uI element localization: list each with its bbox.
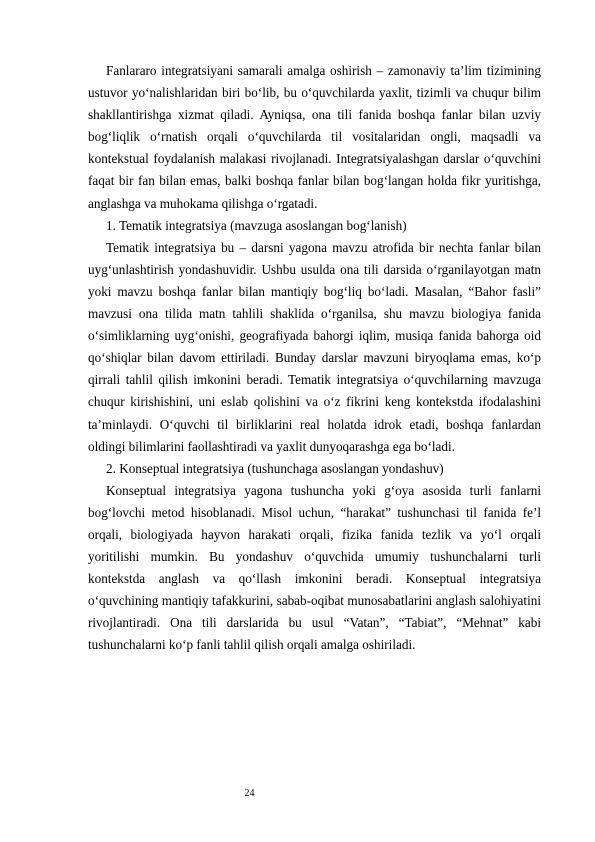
paragraph-conceptual: Konseptual integratsiya yagona tushuncha yoki g‘oya asosida turli fanlarni bog‘lovchi metod hisoblanadi. Misol uchun, “harakat” tushunchasi til fanida fe’l orqali, biologiyada hayvon harakati orqali, fizika fanida tezlik va yo‘l orqali yoritilishi mumkin. Bu yondashuv o‘quvchida umumiy tushunchalarni turli kontekstda anglash va qo‘llash imkonini beradi. Konseptual integratsiya o‘quvchining mantiqiy tafakkurini, sabab-oqibat munosabatlarini anglash salohiyatini rivojlantiradi. Ona tili darslarida bu usul “Vatan”, “Tabiat”, “Mehnat” kabi tushunchalarni ko‘p fanli tahlil qilish orqali amalga oshiriladi. [88,482,541,653]
section-heading-thematic: 1. Tematik integratsiya (mavzuga asoslangan bog‘lanish) [106,217,407,233]
section-heading-conceptual: 2. Konseptual integratsiya (tushunchaga asoslangan yondashuv) [106,460,444,476]
paragraph-thematic: Tematik integratsiya bu – darsni yagona mavzu atrofida bir nechta fanlar bilan uyg‘unlashtirish yondashuvidir. Ushbu usulda ona tili darsida o‘rganilayotgan matn yoki mavzu boshqa fanlar bilan mantiqiy bog‘liq bo‘ladi. Masalan, “Bahor fasli” mavzusi ona tilida matn tahlili shaklida o‘rganilsa, shu mavzu biologiya fanida o‘simliklarning uyg‘onishi, geografiyada bahorgi iqlim, musiqa fanida bahorga oid qo‘shiqlar bilan davom ettiriladi. Bunday darslar mavzuni biryoqlama emas, ko‘p qirrali tahlil qilish imkonini beradi. Tematik integratsiya o‘quvchilarning mavzuga chuqur kirishishini, uni eslab qolishini va o‘z fikrini keng kontekstda ifodalashini ta’minlaydi. O‘quvchi til birliklarini real holatda idrok etadi, boshqa fanlardan oldingi bilimlarini faollashtiradi va yaxlit dunyoqarashga ega bo‘ladi. [88,239,541,454]
body-text [88,60,541,657]
page-number: 24 [244,788,255,799]
paragraph-intro: Fanlararo integratsiyani samarali amalga oshirish – zamonaviy ta’lim tizimining ustuvor yo‘nalishlaridan biri bo‘lib, bu o‘quvchilarda yaxlit, tizimli va chuqur bilim shakllantirishga xizmat qiladi. Ayniqsa, ona tili fanida boshqa fanlar bilan uzviy bog‘liqlik o‘rnatish orqali o‘quvchilarda til vositalaridan ongli, maqsadli va kontekstual foydalanish malakasi rivojlanadi. Integratsiyalashgan darslar o‘quvchini faqat bir fan bilan emas, balki boshqa fanlar bilan bog‘langan holda fikr yuritishga, anglashga va muhokama qilishga o‘rgatadi. [88,63,541,211]
